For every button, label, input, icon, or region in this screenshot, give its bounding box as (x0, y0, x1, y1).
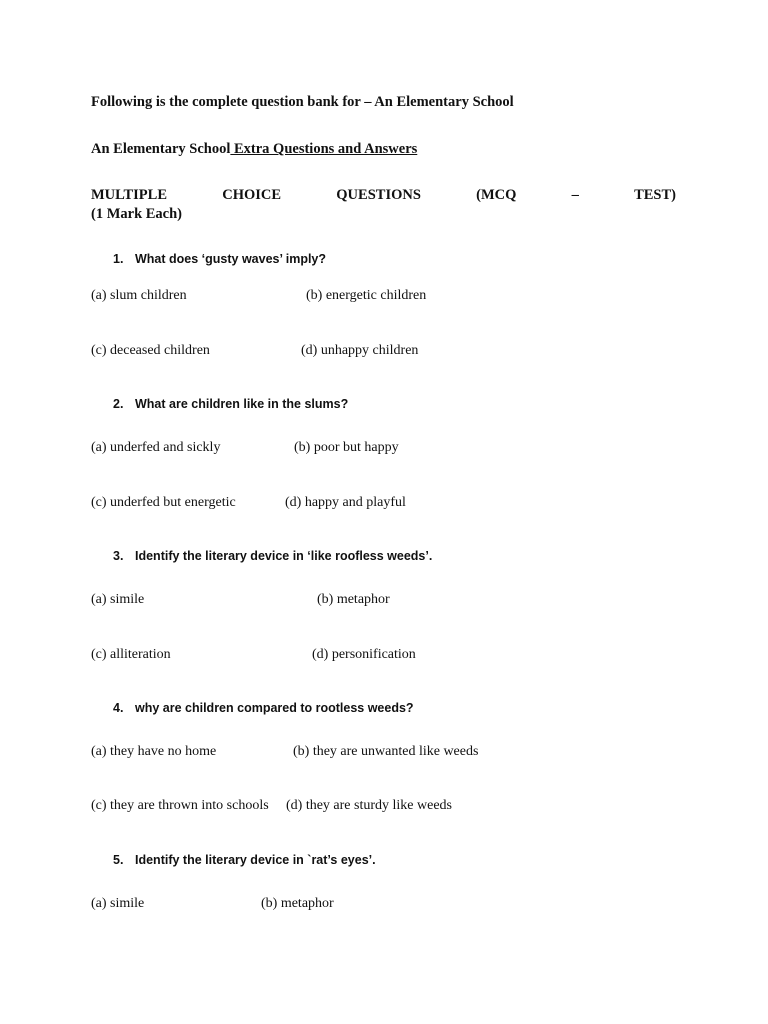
subtitle-heading (91, 141, 417, 158)
mcq-word: – (571, 187, 579, 203)
intro-heading: Following is the complete question bank for – An Elementary School (91, 94, 514, 110)
subtitle-school: An Elementary School (91, 141, 231, 157)
option-c: (c) underfed but energetic (91, 495, 236, 510)
option-d: (d) happy and playful (285, 495, 406, 510)
mcq-word: MULTIPLE (91, 187, 168, 203)
mcq-subheading: (1 Mark Each) (91, 206, 183, 222)
mcq-word: TEST) (634, 187, 676, 203)
option-d: (d) personification (312, 647, 416, 662)
option-a: (a) simile (91, 896, 145, 911)
mcq-word: CHOICE (222, 187, 282, 203)
option-c: (c) alliteration (91, 647, 171, 662)
option-b: (b) they are unwanted like weeds (293, 744, 479, 759)
option-b: (b) metaphor (261, 896, 334, 911)
question-2 (113, 397, 348, 411)
option-d: (d) unhappy children (301, 343, 419, 358)
option-c: (c) they are thrown into schools (91, 798, 269, 813)
question-1 (113, 252, 326, 266)
question-number: 5. (113, 853, 124, 867)
option-c: (c) deceased children (91, 343, 210, 358)
question-text: why are children compared to rootless weeds? (135, 701, 414, 715)
option-d: (d) they are sturdy like weeds (286, 798, 452, 813)
question-number: 3. (113, 549, 124, 563)
option-a: (a) slum children (91, 288, 187, 303)
question-3 (113, 549, 432, 563)
question-4 (113, 701, 414, 715)
mcq-word: (MCQ (476, 187, 517, 203)
option-b: (b) poor but happy (294, 440, 399, 455)
option-a: (a) simile (91, 592, 145, 607)
mcq-word: QUESTIONS (336, 187, 421, 203)
question-number: 1. (113, 252, 124, 266)
question-number: 2. (113, 397, 124, 411)
option-a: (a) underfed and sickly (91, 440, 221, 455)
question-text: Identify the literary device in ‘like roofless weeds’. (135, 549, 433, 563)
subtitle-extra: Extra Questions and Answers (230, 141, 418, 157)
question-number: 4. (113, 701, 124, 715)
question-text: What does ‘gusty waves’ imply? (135, 252, 327, 266)
question-text: Identify the literary device in `rat’s eyes’. (135, 853, 376, 867)
option-b: (b) metaphor (317, 592, 390, 607)
question-text: What are children like in the slums? (135, 397, 349, 411)
question-5 (113, 853, 376, 867)
option-a: (a) they have no home (91, 744, 217, 759)
option-b: (b) energetic children (306, 288, 427, 303)
mcq-heading (91, 187, 676, 204)
